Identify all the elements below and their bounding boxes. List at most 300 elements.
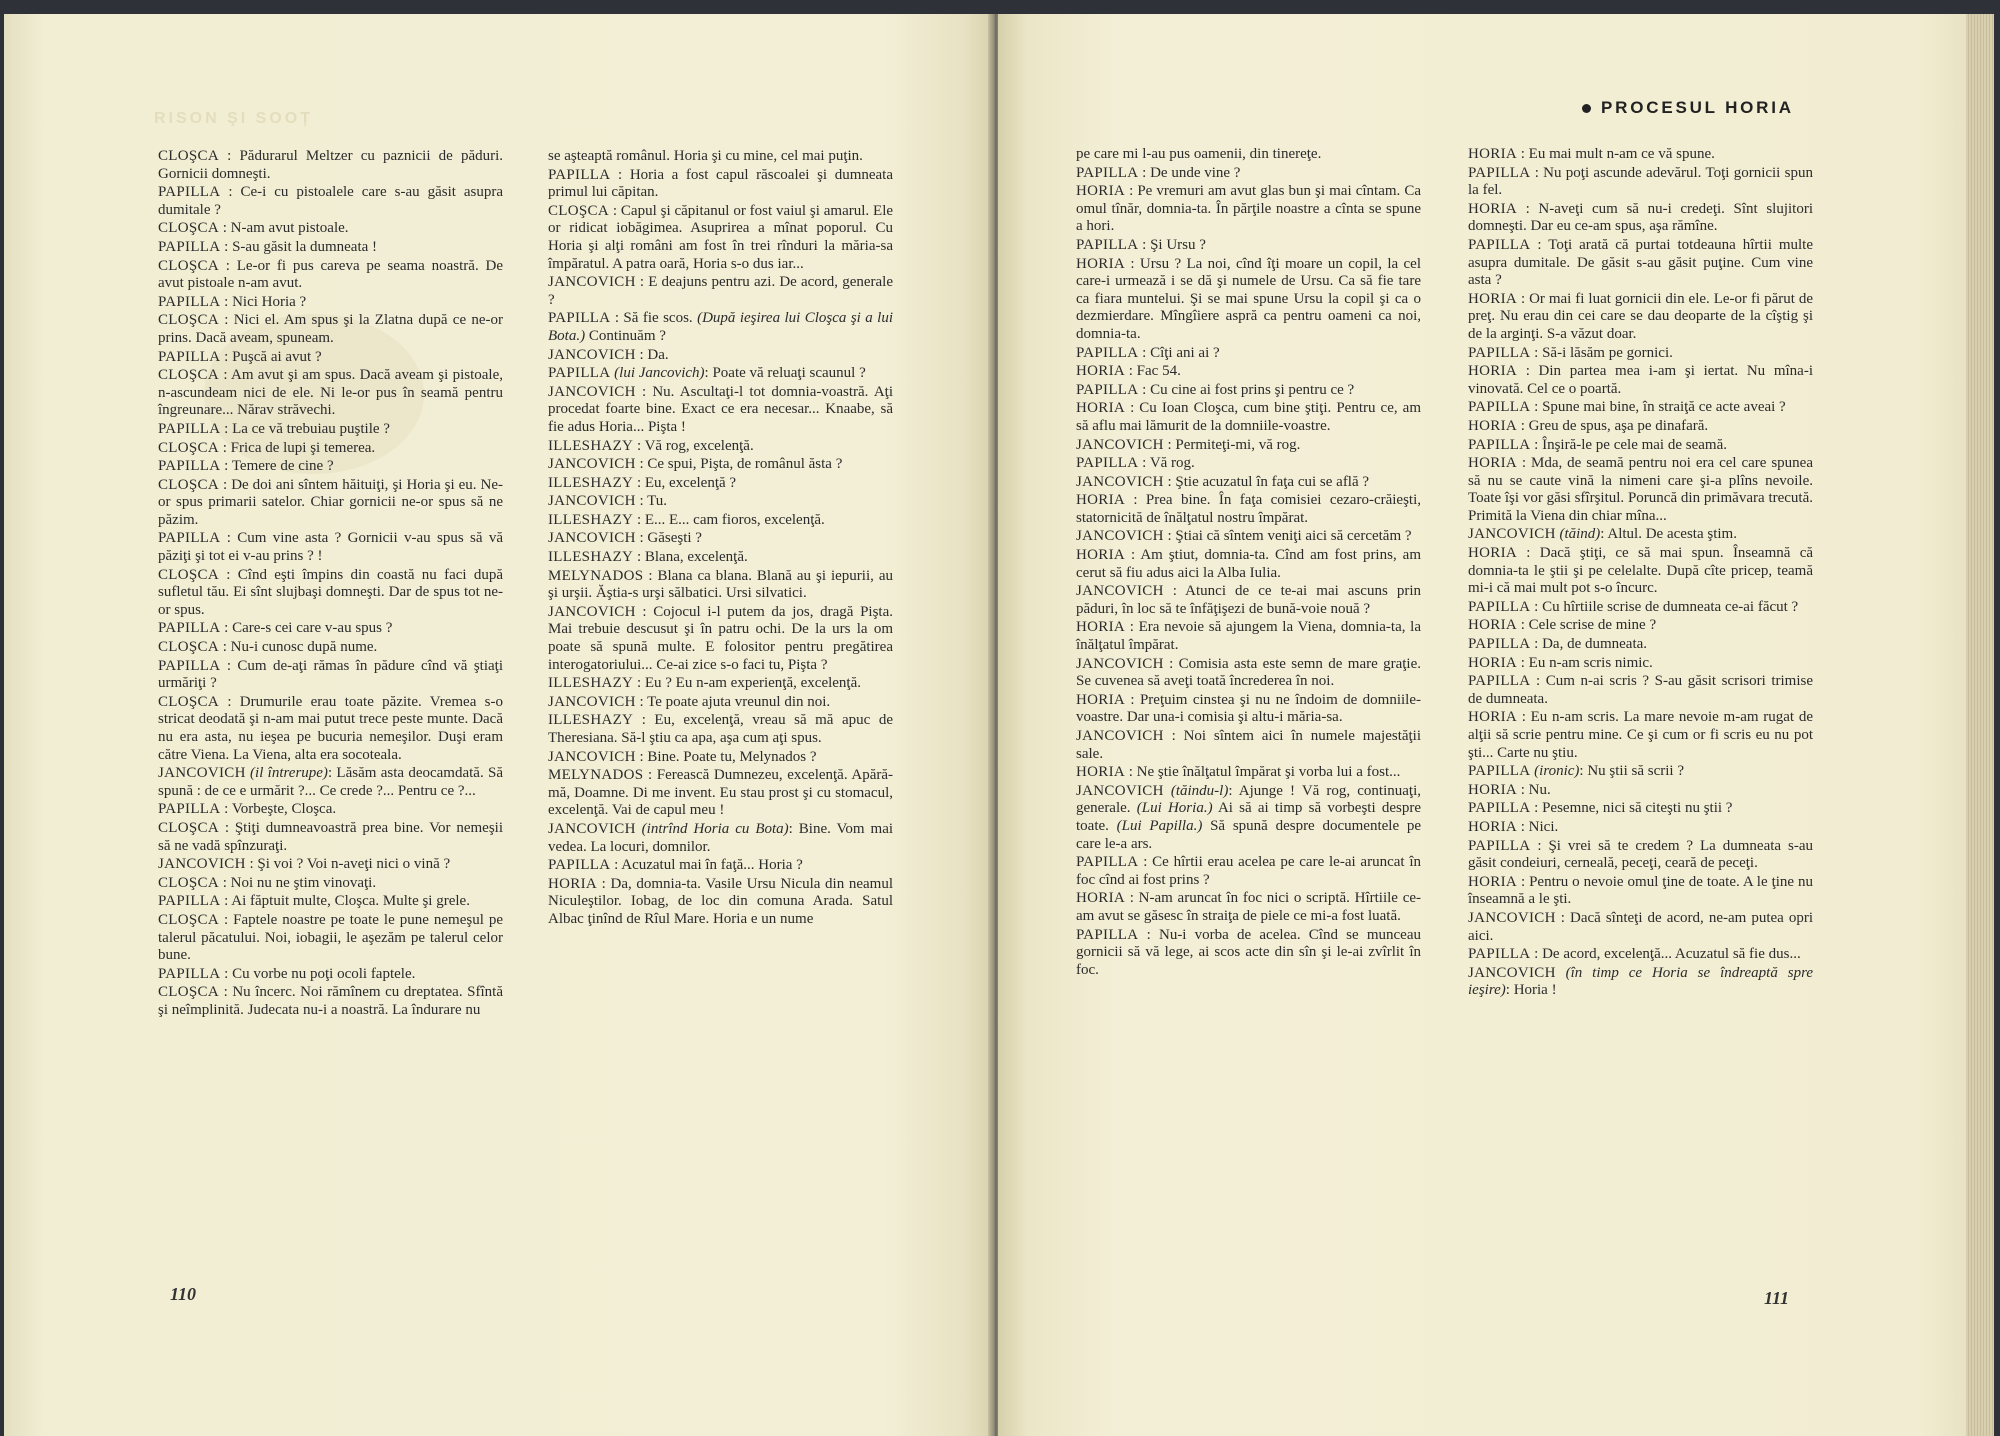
dialogue-line: HORIA : Pe vremuri am avut glas bun şi mai cîntam. Ca omul tînăr, domnia-ta. În părţile noastre a cînta se spune a hori. <box>1076 183 1422 235</box>
dialogue-line: HORIA : Cele scrise de mine ? <box>1468 617 1657 634</box>
dialogue-line: PAPILLA : De acord, excelenţă... Acuzatul să fie dus... <box>1468 946 1801 963</box>
speaker-name: CLOŞCA <box>158 639 219 656</box>
speaker-name: HORIA <box>1076 363 1125 380</box>
dialogue-line: PAPILLA : Care-s cei care v-au spus ? <box>158 620 393 637</box>
dialogue-text: Le-or fi pus careva pe seama noastră. De avut pistoale n-am avut. <box>158 257 503 292</box>
dialogue-text: Cînd eşti împins din coastă nu faci după sufletul tău. Ei sînt slujbaşi domneşti. Dar de spus tot ne-or spus. <box>158 566 504 618</box>
dialogue-text: La ce vă trebuiau puştile ? <box>232 420 390 437</box>
speaker-name: MELYNADOS <box>548 767 644 784</box>
dialogue-text: Care-s cei care v-au spus ? <box>232 620 393 637</box>
page-edges <box>1966 14 1994 1436</box>
speaker-name: HORIA <box>1076 255 1125 272</box>
dialogue-line: JANCOVICH : Şi voi ? Voi n-aveţi nici o vină ? <box>158 856 451 873</box>
dialogue-line: JANCOVICH (intrînd Horia cu Bota): Bine. Vom mai vedea. La locuri, domnilor. <box>548 820 894 855</box>
speaker-name: PAPILLA <box>1076 236 1139 253</box>
dialogue-text: Spune mai bine, în straiţă ce acte aveai ? <box>1542 399 1786 416</box>
dialogue-text: De doi ani sîntem hăituiţi, şi Horia şi eu. Ne-or spus primarii satelor. Chiar gornicii ne-or spus să ne păzim. <box>158 476 504 528</box>
dialogue-line: CLOŞCA : Nu-i cunosc după nume. <box>158 639 378 656</box>
speaker-name: JANCOVICH <box>548 274 636 291</box>
dialogue-text: Cu vorbe nu poţi ocoli faptele. <box>232 965 416 982</box>
dialogue-line: JANCOVICH : Ce spui, Pişta, de românul ăsta ? <box>548 456 843 473</box>
speaker-name: PAPILLA <box>548 857 611 874</box>
dialogue-line: PAPILLA : Înşiră-le pe cele mai de seamă. <box>1468 436 1727 453</box>
speaker-name: PAPILLA <box>1468 673 1531 690</box>
dialogue-text: Cîţi ani ai ? <box>1150 344 1220 361</box>
speaker-name: PAPILLA <box>1468 837 1531 854</box>
dialogue-text: Continuăm ? <box>588 327 666 344</box>
speaker-name: JANCOVICH <box>548 603 636 620</box>
stage-direction: (Lui Horia.) <box>1136 800 1213 817</box>
speaker-name: CLOŞCA <box>158 312 219 329</box>
speaker-name: CLOŞCA <box>158 984 219 1001</box>
speaker-name: HORIA <box>1468 654 1517 671</box>
dialogue-text: Horia ! <box>1513 982 1557 999</box>
dialogue-text: Ai să ai timp să vorbeşti despre toate. <box>1076 800 1421 834</box>
dialogue-line: HORIA : Din partea mea i-am şi iertat. Nu mîna-i vinovată. Cel ce o poartă. <box>1468 363 1813 397</box>
dialogue-line: JANCOVICH (tăindu-l): Ajunge ! Vă rog, continuaţi, generale. (Lui Horia.) Ai să ai timp să vorbeşti despre toate. (Lui Papilla.) Să spună despre documentele pe care le-a ars. <box>1076 782 1422 852</box>
dialogue-line: HORIA : Dacă ştiţi, ce să mai spun. Înseamnă că domnia-ta le ştii şi pe celelalte. După cîte pricep, teamă mi-i că mai mult pot s-o încurc. <box>1468 545 1814 597</box>
speaker-name: MELYNADOS <box>548 567 644 584</box>
dialogue-text: Da. <box>647 346 669 363</box>
dialogue-text: Am avut şi am spus. Dacă aveam şi pistoale, n-ascundeam nici de ele. Ni le-or pus în seamă pentru îngreunare... Nărav străvechi. <box>158 367 504 419</box>
left-column-1 <box>158 148 503 1021</box>
dialogue-line: PAPILLA : Să-i lăsăm pe gornici. <box>1468 344 1673 361</box>
stage-direction: (tăind) <box>1559 526 1601 543</box>
dialogue-text: Or mai fi luat gornicii din ele. Le-or fi părut de preţ. Nu erau din cei care se dau deoparte de la cîştig şi de la arginţi. S-a văzut doar. <box>1468 290 1814 342</box>
dialogue-text: Am ştiut, domnia-ta. Cînd am fost prins, am cerut să fiu adus aici la Alba Iulia. <box>1076 547 1422 581</box>
dialogue-text: Să-i lăsăm pe gornici. <box>1542 344 1673 361</box>
dialogue-line: HORIA : Greu de spus, aşa pe dinafară. <box>1468 417 1709 434</box>
speaker-name: JANCOVICH <box>548 693 636 710</box>
dialogue-line: PAPILLA : Cum n-ai scris ? S-au găsit scrisori trimise de dumneata. <box>1468 673 1814 707</box>
speaker-name: CLOŞCA <box>158 911 219 928</box>
speaker-name: CLOŞCA <box>158 566 219 583</box>
page-number: 110 <box>170 1284 197 1304</box>
dialogue-text: Era nevoie să ajungem la Viena, domnia-ta, la înălţatul împărat. <box>1076 619 1422 654</box>
dialogue-line <box>548 148 893 166</box>
dialogue-text: Bine. Vom mai vedea. La locuri, domnilor. <box>548 820 894 855</box>
dialogue-text: se aşteaptă românul. Horia şi cu mine, cel mai puţin. <box>548 148 863 164</box>
dialogue-line: CLOŞCA : Cînd eşti împins din coastă nu faci după sufletul tău. Ei sînt slujbaşi domneşti. Dar de spus tot ne-or spus. <box>158 566 504 618</box>
dialogue-line: CLOŞCA : Le-or fi pus careva pe seama noastră. De avut pistoale n-am avut. <box>158 257 503 292</box>
right-column-2 <box>1468 146 1813 1001</box>
dialogue-text: Nici. <box>1528 818 1559 835</box>
dialogue-line: JANCOVICH : Găseşti ? <box>548 530 702 547</box>
book-spread <box>4 14 1994 1436</box>
dialogue-text: Capul şi căpitanul or fost vaiul şi amarul. Ele or ridicat iobăgimea. Asuprirea a mînat poporul. Cu Horia şi alţi români am fost în trei rînduri la măria-sa împăratul. A patra oară, Horia s-o dus iar... <box>548 202 894 272</box>
speaker-name: HORIA <box>1076 183 1125 200</box>
dialogue-line: HORIA : Prea bine. În faţa comisiei cezaro-crăieşti, statornicită de înălţatul nostru împărat. <box>1076 492 1421 526</box>
speaker-name: PAPILLA <box>1468 164 1531 181</box>
dialogue-line: JANCOVICH : Permiteţi-mi, vă rog. <box>1076 436 1301 453</box>
dialogue-line: JANCOVICH (il întrerupe): Lăsăm asta deocamdată. Să spună : de ce e urmărit ?... Ce crede ?... Pentru ce ?... <box>158 765 504 799</box>
dialogue-text: Şi Ursu ? <box>1150 236 1206 253</box>
running-head <box>1582 98 1794 118</box>
speaker-name: PAPILLA <box>1076 344 1139 361</box>
speaker-name: JANCOVICH <box>1468 526 1556 543</box>
dialogue-line: ILLESHAZY : E... E... cam fioros, excelenţă. <box>548 511 825 528</box>
stage-direction: (il întrerupe) <box>250 765 328 782</box>
speaker-name: PAPILLA <box>1076 926 1139 943</box>
speaker-name: PAPILLA <box>1468 800 1531 817</box>
dialogue-text: Pădurarul Meltzer cu paznicii de păduri. Gornicii domneşti. <box>158 148 504 182</box>
speaker-name: CLOŞCA <box>158 257 219 274</box>
speaker-name: ILLESHAZY <box>548 474 634 491</box>
speaker-name: CLOŞCA <box>158 439 219 456</box>
dialogue-text: Dacă ştiţi, ce să mai spun. Înseamnă că domnia-ta le ştii şi pe celelalte. După cîte pricep, teamă mi-i că mai mult pot s-o încurc. <box>1468 545 1814 597</box>
dialogue-text: N-am avut pistoale. <box>230 220 349 237</box>
speaker-name: JANCOVICH <box>548 456 636 473</box>
dialogue-line: PAPILLA : Horia a fost capul răscoalei şi dumneata primul lui căpitan. <box>548 166 894 201</box>
dialogue-line: CLOŞCA : Frica de lupi şi temerea. <box>158 439 376 456</box>
stage-direction: (lui Jancovich) <box>614 365 705 382</box>
dialogue-line: PAPILLA : Şi vrei să te credem ? La dumneata s-au găsit condeiuri, cerneală, peceţi, ceară de peceţi. <box>1468 837 1814 872</box>
dialogue-text: S-au găsit la dumneata ! <box>232 238 378 255</box>
dialogue-line: PAPILLA : Cu hîrtiile scrise de dumneata ce-ai făcut ? <box>1468 598 1799 615</box>
dialogue-line: HORIA : Eu mai mult n-am ce vă spune. <box>1468 146 1715 162</box>
dialogue-text: Cum de-aţi rămas în pădure cînd vă ştiaţi urmăriţi ? <box>158 657 503 692</box>
dialogue-line: PAPILLA (ironic): Nu ştii să scrii ? <box>1468 763 1684 780</box>
dialogue-text: Noi sîntem aici în numele majestăţii sale. <box>1076 728 1422 762</box>
speaker-name: PAPILLA <box>158 620 221 637</box>
dialogue-line: PAPILLA : Să fie scos. (După ieşirea lui Cloşca şi a lui Bota.) Continuăm ? <box>548 310 894 344</box>
dialogue-line: HORIA : Eu n-am scris nimic. <box>1468 654 1653 671</box>
speaker-name: CLOŞCA <box>158 874 219 891</box>
dialogue-line: PAPILLA : Cu cine ai fost prins şi pentru ce ? <box>1076 381 1355 398</box>
dialogue-line: PAPILLA : Puşcă ai avut ? <box>158 348 322 365</box>
dialogue-line: PAPILLA : Pesemne, nici să citeşti nu ştii ? <box>1468 800 1733 817</box>
dialogue-line: HORIA : Mda, de seamă pentru noi era cel care spunea să nu se caute vină la nimeni care şi-a plîns nevoile. Toate îşi vor găsi sfîrşitul. Poruncă din primăvara trecută. Primită la Viena din chiar mîna... <box>1468 455 1813 524</box>
dialogue-line: PAPILLA : Vă rog. <box>1076 455 1195 472</box>
dialogue-line: PAPILLA : La ce vă trebuiau puştile ? <box>158 420 390 437</box>
speaker-name: PAPILLA <box>1468 236 1531 253</box>
dialogue-line: JANCOVICH : Noi sîntem aici în numele majestăţii sale. <box>1076 728 1422 762</box>
speaker-name: PAPILLA <box>158 893 221 910</box>
dialogue-line: HORIA : Eu n-am scris. La mare nevoie m-am rugat de alţii să scrie pentru mine. Ce şi cum or fi scris eu nu pot şti... Carte nu ştiu. <box>1468 709 1813 761</box>
dialogue-text: Cum vine asta ? Gornicii v-au spus să vă păziţi şi tot ei v-au prins ? ! <box>158 530 504 565</box>
dialogue-text: Nu încerc. Noi rămînem cu dreptatea. Sfîntă şi neîmplinită. Judecata nu-i a noastră. La îndurare nu <box>158 984 503 1018</box>
dialogue-text: Bine. Poate tu, Melynados ? <box>647 748 817 765</box>
dialogue-line: PAPILLA : Cîţi ani ai ? <box>1076 344 1220 361</box>
dialogue-text: Comisia asta este semn de mare graţie. Se cuvenea să aveţi toată încrederea în noi. <box>1076 655 1422 690</box>
speaker-name: CLOŞCA <box>158 148 219 164</box>
dialogue-line: JANCOVICH : Nu. Ascultaţi-l tot domnia-voastră. Aţi procedat foarte bine. Exact ce era necesar... Knaabe, să fie adus Horia... Pişta ! <box>548 383 893 435</box>
dialogue-text: Să fie scos. <box>623 310 693 327</box>
stage-direction: (Lui Papilla.) <box>1116 817 1203 834</box>
speaker-name: JANCOVICH <box>1076 528 1164 545</box>
dialogue-text: Nu-i vorba de acelea. Cînd se munceau gornicii să vă lege, ai scos acte din sîn şi le-ai zvîrlit în foc. <box>1076 926 1421 978</box>
speaker-name: PAPILLA <box>1468 598 1531 615</box>
speaker-name: HORIA <box>1076 400 1125 417</box>
speaker-name: PAPILLA <box>158 458 221 475</box>
speaker-name: HORIA <box>1468 363 1517 380</box>
dialogue-text: Vorbeşte, Cloşca. <box>231 801 337 818</box>
stage-direction: (După ieşirea lui Cloşca şi a lui Bota.) <box>548 310 894 344</box>
dialogue-line: PAPILLA : Ce-i cu pistoalele care s-au găsit asupra dumitale ? <box>158 184 504 218</box>
dialogue-line: HORIA : Nici. <box>1468 818 1559 835</box>
dialogue-text: Toţi arată că purtai totdeauna hîrtii multe asupra dumitale. De găsit s-au găsit puţine. Cum vine asta ? <box>1468 236 1813 289</box>
speaker-name: ILLESHAZY <box>548 511 634 528</box>
dialogue-text: Noi nu ne ştim vinovaţi. <box>230 874 377 891</box>
right-page <box>998 14 1994 1436</box>
dialogue-text: Ce-i cu pistoalele care s-au găsit asupra dumitale ? <box>158 184 504 218</box>
dialogue-line: HORIA : Am ştiut, domnia-ta. Cînd am fost prins, am cerut să fiu adus aici la Alba Iulia. <box>1076 547 1422 581</box>
dialogue-text: Drumurile erau toate păzite. Vremea s-o stricat deodată şi n-am mai putut trece peste munte. Dacă nu era asta, nu ieşea pe bucuria nemeşilor. Duşi eram către Viena. La Viena, alta era socoteala. <box>158 693 504 763</box>
dialogue-line: HORIA : Cu Ioan Cloşca, cum bine ştiţi. Pentru ce, am să aflu mai lămurit de la domniile-voastre. <box>1076 400 1421 434</box>
dialogue-text: Vă rog, excelenţă. <box>644 437 754 454</box>
speaker-name: PAPILLA <box>158 348 221 365</box>
dialogue-text: Eu, excelenţă ? <box>644 474 737 491</box>
dialogue-text: Ştie acuzatul în faţa cui se află ? <box>1175 473 1370 490</box>
page-number: 111 <box>1764 1288 1790 1308</box>
dialogue-line: PAPILLA : De unde vine ? <box>1076 164 1241 181</box>
dialogue-text: Horia a fost capul răscoalei şi dumneata primul lui căpitan. <box>548 166 894 201</box>
dialogue-text: Ce hîrtii erau acelea pe care le-ai aruncat în foc cînd ai fost prins ? <box>1076 854 1422 888</box>
dialogue-line: PAPILLA : S-au găsit la dumneata ! <box>158 238 378 255</box>
speaker-name: PAPILLA <box>158 420 221 437</box>
dialogue-line: ILLESHAZY : Eu, excelenţă, vreau să mă apuc de Theresiana. Să-l ştiu ca apa, aşa cum aţi spus. <box>548 712 893 746</box>
dialogue-line: CLOŞCA : Noi nu ne ştim vinovaţi. <box>158 874 377 891</box>
dialogue-text: Temere de cine ? <box>231 458 334 475</box>
dialogue-line: CLOŞCA : De doi ani sîntem hăituiţi, şi Horia şi eu. Ne-or spus primarii satelor. Chiar gornicii ne-or spus să ne păzim. <box>158 476 504 528</box>
dialogue-line: CLOŞCA : Capul şi căpitanul or fost vaiul şi amarul. Ele or ridicat iobăgimea. Asuprirea a mînat poporul. Cu Horia şi alţi români am fost în trei rînduri la măria-sa împăratul. A patra oară, Horia s-o dus iar... <box>548 202 894 272</box>
dialogue-text: Nu. <box>1528 781 1551 798</box>
dialogue-text: Greu de spus, aşa pe dinafară. <box>1528 417 1709 434</box>
speaker-name: PAPILLA <box>158 184 221 201</box>
running-head-title: PROCESUL HORIA <box>1601 98 1794 117</box>
speaker-name: HORIA <box>1468 709 1517 726</box>
dialogue-line: ILLESHAZY : Blana, excelenţă. <box>548 549 748 566</box>
dialogue-line: CLOŞCA : Nu încerc. Noi rămînem cu dreptatea. Sfîntă şi neîmplinită. Judecata nu-i a noastră. La îndurare nu <box>158 984 503 1018</box>
dialogue-line: CLOŞCA : Pădurarul Meltzer cu paznicii de păduri. Gornicii domneşti. <box>158 148 504 182</box>
dialogue-line: PAPILLA : Temere de cine ? <box>158 458 334 475</box>
dialogue-line: CLOŞCA : Drumurile erau toate păzite. Vremea s-o stricat deodată şi n-am mai putut trece peste munte. Dacă nu era asta, nu ieşea pe bucuria nemeşilor. Duşi eram către Viena. La Viena, alta era socoteala. <box>158 693 504 763</box>
dialogue-line: HORIA : Or mai fi luat gornicii din ele. Le-or fi părut de preţ. Nu erau din cei care se dau deoparte de la cîştig şi de la arginţi. S-a văzut doar. <box>1468 290 1814 342</box>
dialogue-line: PAPILLA : Ai făptuit multe, Cloşca. Multe şi grele. <box>158 893 470 910</box>
dialogue-text: Puşcă ai avut ? <box>232 348 322 365</box>
dialogue-text: Şi vrei să te credem ? La dumneata s-au găsit condeiuri, cerneală, peceţi, ceară de peceţi. <box>1468 837 1814 872</box>
dialogue-text: Mda, de seamă pentru noi era cel care spunea să nu se caute vină la nimeni care şi-a plîns nevoile. Toate îşi vor găsi sfîrşitul. Poruncă din primăvara trecută. Primită la Viena din chiar mîna... <box>1468 455 1813 524</box>
speaker-name: PAPILLA <box>158 530 221 547</box>
speaker-name: CLOŞCA <box>158 819 219 836</box>
dialogue-line: MELYNADOS : Blana ca blana. Blană au şi iepurii, au şi urşii. Ăştia-s urşi sălbatici. Ursi silvatici. <box>548 567 894 602</box>
dialogue-line: JANCOVICH (în timp ce Horia se îndreaptă spre ieşire): Horia ! <box>1468 964 1814 999</box>
speaker-name: JANCOVICH <box>1076 473 1164 490</box>
speaker-name: PAPILLA <box>158 965 221 982</box>
speaker-name: HORIA <box>1076 764 1125 781</box>
dialogue-text: Ce spui, Pişta, de românul ăsta ? <box>647 456 843 473</box>
speaker-name: PAPILLA <box>1468 946 1531 963</box>
stage-direction: (ironic) <box>1534 763 1580 780</box>
dialogue-text: Preţuim cinstea şi nu ne îndoim de domniile-voastre. Dar una-i comisia şi altu-i măria-sa. <box>1076 691 1422 726</box>
dialogue-line: ILLESHAZY : Eu, excelenţă ? <box>548 474 737 491</box>
dialogue-text: Nu-i cunosc după nume. <box>230 639 378 656</box>
speaker-name: ILLESHAZY <box>548 549 634 566</box>
dialogue-text: Da, de dumneata. <box>1542 636 1648 653</box>
dialogue-line: JANCOVICH : Ştie acuzatul în faţa cui se află ? <box>1076 473 1370 490</box>
speaker-name: CLOŞCA <box>548 202 609 219</box>
dialogue-text: Ferească Dumnezeu, excelenţă. Apără-mă, Doamne. Di me invent. Eu stau prost şi cu stomacul, excelenţă. Vai de capul meu ! <box>548 767 894 819</box>
dialogue-text: N-am aruncat în foc nici o scriptă. Hîrtiile ce-am avut se găsesc în straiţa de piele ce mi-a fost luată. <box>1076 890 1422 924</box>
dialogue-line: PAPILLA : Spune mai bine, în straiţă ce acte aveai ? <box>1468 399 1786 416</box>
speaker-name: JANCOVICH <box>1076 436 1164 453</box>
dialogue-text: Permiteţi-mi, vă rog. <box>1175 436 1301 453</box>
dialogue-line: JANCOVICH : Dacă sînteţi de acord, ne-am putea opri aici. <box>1468 909 1814 944</box>
speaker-name: ILLESHAZY <box>548 712 634 729</box>
left-column-2 <box>548 148 893 930</box>
speaker-name: JANCOVICH <box>548 530 636 547</box>
dialogue-line: HORIA : N-aveţi cum să nu-i credeţi. Sînt slujitori domneşti. Dar eu ce-am spus, aşa rămîne. <box>1468 200 1813 235</box>
speaker-name: PAPILLA <box>158 293 221 310</box>
speaker-name: JANCOVICH <box>158 856 246 873</box>
dialogue-text: Te poate ajuta vreunul din noi. <box>647 693 831 710</box>
dialogue-text: Cu hîrtiile scrise de dumneata ce-ai făcut ? <box>1542 598 1799 615</box>
dialogue-text: pe care mi l-au pus oamenii, din tinereţe. <box>1076 146 1322 162</box>
speaker-name: JANCOVICH <box>548 820 636 837</box>
speaker-name: PAPILLA <box>548 365 611 382</box>
dialogue-text: Ursu ? La noi, cînd îţi moare un copil, la cel care-i urmează i se dă şi numele de Ursu. Ca să fie tare ca fiara muntelui. Şi se mai spune Ursu la copil şi ca o dezmierdare. Mîngîiere aspră ca pentru oameni ca noi, domnia-ta. <box>1076 255 1422 342</box>
dialogue-text: E... E... cam fioros, excelenţă. <box>644 511 825 528</box>
dialogue-text: Eu n-am scris. La mare nevoie m-am rugat de alţii să scrie pentru mine. Ce şi cum or fi scris eu nu pot şti... Carte nu ştiu. <box>1468 709 1813 761</box>
dialogue-text: Ştiai că sîntem veniţi aici să cercetăm ? <box>1175 528 1412 545</box>
left-page <box>4 14 992 1436</box>
dialogue-text: De acord, excelenţă... Acuzatul să fie dus... <box>1542 946 1801 963</box>
speaker-name: CLOŞCA <box>158 693 219 710</box>
speaker-name: PAPILLA <box>158 657 221 674</box>
speaker-name: PAPILLA <box>1076 164 1139 181</box>
dialogue-text: N-aveţi cum să nu-i credeţi. Sînt slujitori domneşti. Dar eu ce-am spus, aşa rămîne. <box>1468 200 1813 235</box>
dialogue-line: HORIA : Pentru o nevoie omul ţine de toate. A le ţine nu înseamnă a le şti. <box>1468 873 1814 908</box>
dialogue-text: Eu n-am scris nimic. <box>1528 654 1653 671</box>
speaker-name: JANCOVICH <box>1076 655 1164 672</box>
dialogue-line: HORIA : Era nevoie să ajungem la Viena, domnia-ta, la înălţatul împărat. <box>1076 619 1422 654</box>
dialogue-text: Pentru o nevoie omul ţine de toate. A le ţine nu înseamnă a le şti. <box>1468 873 1814 908</box>
dialogue-line: HORIA : Fac 54. <box>1076 363 1181 380</box>
dialogue-text: Cele scrise de mine ? <box>1528 617 1657 634</box>
dialogue-text: Cum n-ai scris ? S-au găsit scrisori trimise de dumneata. <box>1468 673 1814 707</box>
speaker-name: PAPILLA <box>158 801 221 818</box>
dialogue-text: Nu poţi ascunde adevărul. Toţi gornicii spun la fel. <box>1468 164 1813 199</box>
dialogue-line: HORIA : Da, domnia-ta. Vasile Ursu Nicula din neamul Niculeştilor. Iobag, de loc din comuna Arada. Satul Albac ţinînd de Rîul Mare. Horia e un nume <box>548 875 894 927</box>
speaker-name: JANCOVICH <box>1076 728 1164 744</box>
speaker-name: JANCOVICH <box>548 748 636 765</box>
dialogue-line: PAPILLA : Cu vorbe nu poţi ocoli faptele. <box>158 965 416 982</box>
dialogue-text: Şi voi ? Voi n-aveţi nici o vină ? <box>257 856 451 873</box>
speaker-name: HORIA <box>1468 818 1517 835</box>
speaker-name: HORIA <box>1076 890 1125 907</box>
dialogue-text: Din partea mea i-am şi iertat. Nu mîna-i vinovată. Cel ce o poartă. <box>1468 363 1813 397</box>
dialogue-text: Cojocul i-l putem da jos, dragă Pişta. Mai trebuie descusut şi în patru ochi. De la urs la om poate să spună multe. E folositor pentru pregătirea interogatoriului... Ce-ai zice s-o faci tu, Pişta ? <box>548 603 894 673</box>
dialogue-text: Eu, excelenţă, vreau să mă apuc de Theresiana. Să-l ştiu ca apa, aşa cum aţi spus. <box>548 712 893 746</box>
speaker-name: PAPILLA <box>1468 636 1531 653</box>
speaker-name: HORIA <box>1468 873 1517 890</box>
dialogue-line: JANCOVICH : Tu. <box>548 493 668 510</box>
dialogue-text: Da, domnia-ta. Vasile Ursu Nicula din neamul Niculeştilor. Iobag, de loc din comuna Arada. Satul Albac ţinînd de Rîul Mare. Horia e un nume <box>548 875 894 927</box>
dialogue-line: PAPILLA (lui Jancovich): Poate vă reluaţi scaunul ? <box>548 365 866 382</box>
speaker-name: JANCOVICH <box>548 493 636 510</box>
dialogue-line <box>1076 146 1421 164</box>
stage-direction: (tăindu-l) <box>1170 782 1229 799</box>
dialogue-line: HORIA : Preţuim cinstea şi nu ne îndoim de domniile-voastre. Dar una-i comisia şi altu-i măria-sa. <box>1076 691 1422 726</box>
speaker-name: CLOŞCA <box>158 367 219 384</box>
dialogue-text: Înşiră-le pe cele mai de seamă. <box>1542 436 1727 453</box>
dialogue-text: Tu. <box>647 493 668 510</box>
stage-direction: (în timp ce Horia se îndreaptă spre ieşire) <box>1468 964 1814 999</box>
dialogue-text: De unde vine ? <box>1150 164 1241 181</box>
dialogue-line: ILLESHAZY : Vă rog, excelenţă. <box>548 437 754 454</box>
speaker-name: HORIA <box>1468 617 1517 634</box>
dialogue-line: PAPILLA : Da, de dumneata. <box>1468 636 1648 653</box>
speaker-name: HORIA <box>1468 455 1517 472</box>
speaker-name: HORIA <box>1468 545 1517 562</box>
dialogue-text: Faptele noastre pe toate le pune nemeşul pe talerul păcatului. Noi, iobagii, le aşezăm pe talerul celor bune. <box>158 911 504 964</box>
dialogue-text: Să spună despre documentele pe care le-a ars. <box>1076 817 1422 852</box>
dialogue-line: JANCOVICH : E deajuns pentru azi. De acord, generale ? <box>548 274 893 308</box>
dialogue-line: JANCOVICH : Comisia asta este semn de mare graţie. Se cuvenea să aveţi toată încrederea în noi. <box>1076 655 1422 690</box>
dialogue-text: Ştiţi dumneavoastră prea bine. Vor nemeşii să ne vadă spînzuraţi. <box>158 819 504 854</box>
dialogue-text: Poate vă reluaţi scaunul ? <box>712 365 866 382</box>
speaker-name: HORIA <box>1468 146 1517 162</box>
dialogue-text: Nici el. Am spus şi la Zlatna după ce ne-or prins. Dacă aveam, spuneam. <box>158 312 504 346</box>
speaker-name: JANCOVICH <box>1076 782 1164 799</box>
dialogue-text: Altul. De acesta ştim. <box>1607 526 1737 543</box>
dialogue-text: Ai făptuit multe, Cloşca. Multe şi grele. <box>231 893 470 910</box>
dialogue-text: Cu cine ai fost prins şi pentru ce ? <box>1150 381 1355 398</box>
dialogue-line: JANCOVICH : Bine. Poate tu, Melynados ? <box>548 748 817 765</box>
dialogue-line: HORIA : Ne ştie înălţatul împărat şi vorba lui a fost... <box>1076 764 1401 781</box>
dialogue-text: Ajunge ! Vă rog, continuaţi, generale. <box>1076 782 1422 817</box>
speaker-name: CLOŞCA <box>158 476 219 493</box>
dialogue-text: Găseşti ? <box>647 530 702 547</box>
dialogue-line: ILLESHAZY : Eu ? Eu n-am experienţă, excelenţă. <box>548 675 861 692</box>
speaker-name: CLOŞCA <box>158 220 219 237</box>
dialogue-line: CLOŞCA : Ştiţi dumneavoastră prea bine. Vor nemeşii să ne vadă spînzuraţi. <box>158 819 504 854</box>
speaker-name: HORIA <box>1468 290 1517 307</box>
dialogue-text: Frica de lupi şi temerea. <box>230 439 376 456</box>
dialogue-text: Eu ? Eu n-am experienţă, excelenţă. <box>644 675 861 692</box>
dialogue-line: JANCOVICH : Cojocul i-l putem da jos, dragă Pişta. Mai trebuie descusut şi în patru ochi. De la urs la om poate să spună multe. E folositor pentru pregătirea interogatoriului... Ce-ai zice s-o faci tu, Pişta ? <box>548 603 894 673</box>
dialogue-text: Ne ştie înălţatul împărat şi vorba lui a fost... <box>1136 764 1401 781</box>
speaker-name: JANCOVICH <box>158 765 246 782</box>
speaker-name: PAPILLA <box>1076 381 1139 398</box>
dialogue-line: PAPILLA : Acuzatul mai în faţă... Horia ? <box>548 857 803 874</box>
dialogue-line: PAPILLA : Cum de-aţi rămas în pădure cînd vă ştiaţi urmăriţi ? <box>158 657 503 692</box>
dialogue-line: JANCOVICH : Te poate ajuta vreunul din noi. <box>548 693 831 710</box>
dialogue-line: PAPILLA : Şi Ursu ? <box>1076 236 1206 253</box>
speaker-name: ILLESHAZY <box>548 675 634 692</box>
speaker-name: PAPILLA <box>548 166 611 183</box>
dialogue-line: PAPILLA : Ce hîrtii erau acelea pe care le-ai aruncat în foc cînd ai fost prins ? <box>1076 854 1422 888</box>
dialogue-text: Blana, excelenţă. <box>644 549 748 566</box>
dialogue-text: Eu mai mult n-am ce vă spune. <box>1528 146 1715 162</box>
speaker-name: ILLESHAZY <box>548 437 634 454</box>
dialogue-text: Lăsăm asta deocamdată. Să spună : de ce e urmărit ?... Ce crede ?... Pentru ce ?... <box>158 765 504 799</box>
speaker-name: HORIA <box>1076 619 1125 636</box>
dialogue-line: JANCOVICH : Da. <box>548 346 669 363</box>
dialogue-line: PAPILLA : Vorbeşte, Cloşca. <box>158 801 337 818</box>
speaker-name: JANCOVICH <box>548 346 636 363</box>
dialogue-line: HORIA : Nu. <box>1468 781 1551 798</box>
speaker-name: PAPILLA <box>1468 399 1531 416</box>
dialogue-text: Nici Horia ? <box>232 293 307 310</box>
dialogue-line: MELYNADOS : Ferească Dumnezeu, excelenţă. Apără-mă, Doamne. Di me invent. Eu stau prost şi cu stomacul, excelenţă. Vai de capul meu ! <box>548 767 894 819</box>
speaker-name: HORIA <box>1076 492 1125 509</box>
speaker-name: PAPILLA <box>1076 854 1139 871</box>
dialogue-text: Atunci de ce te-ai mai ascuns prin păduri, în loc să te înfăţişezi de bună-voie nouă ? <box>1076 583 1422 617</box>
ghost-running-head: RISON ŞI SOOȚ <box>154 110 314 127</box>
dialogue-line: PAPILLA : Nici Horia ? <box>158 293 307 310</box>
dialogue-text: Cu Ioan Cloşca, cum bine ştiţi. Pentru ce, am să aflu mai lămurit de la domniile-voastre. <box>1076 400 1421 434</box>
